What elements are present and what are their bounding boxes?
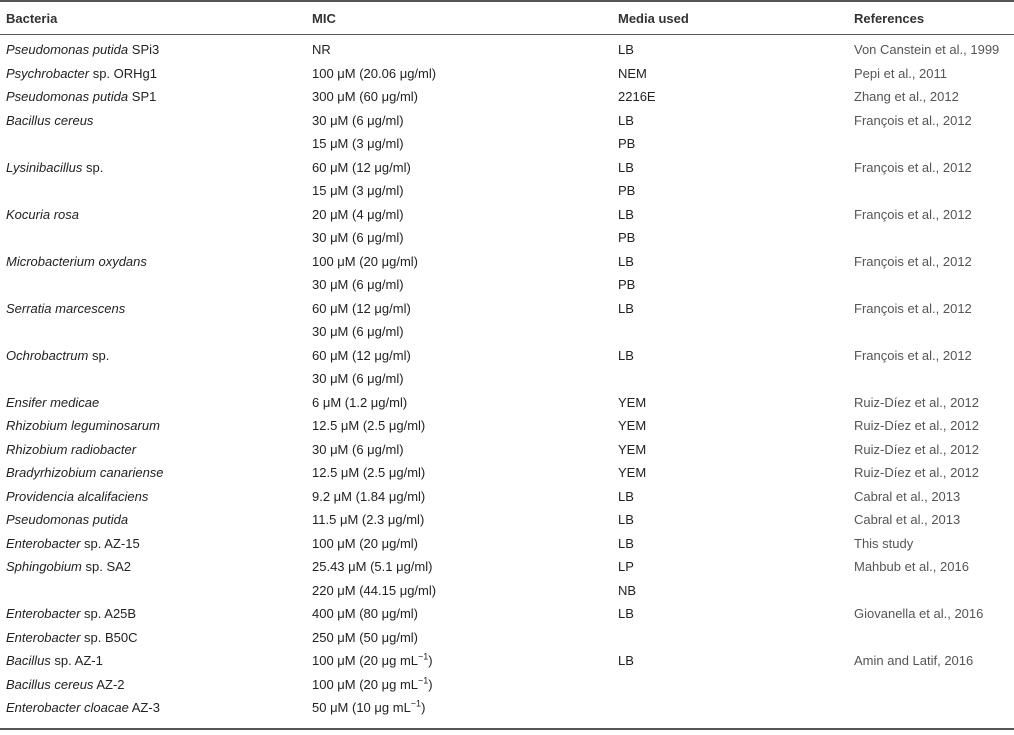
table-row bbox=[0, 179, 1014, 203]
table-row bbox=[0, 109, 1014, 133]
table-bottom-rule bbox=[0, 728, 1014, 730]
bacteria-italic-name: Bacillus bbox=[6, 653, 51, 669]
cell-bacteria bbox=[0, 42, 312, 57]
cell-bacteria bbox=[0, 348, 312, 363]
mic-exponent: −1 bbox=[418, 675, 429, 686]
mic-value: 30 μM (6 μg/ml) bbox=[312, 371, 404, 387]
cell-mic bbox=[312, 183, 618, 198]
bacteria-italic-name: Providencia alcalifaciens bbox=[6, 488, 149, 504]
table-header-row bbox=[0, 2, 1014, 34]
table-row bbox=[0, 555, 1014, 579]
cell-bacteria bbox=[0, 677, 312, 692]
cell-media-used: LB bbox=[618, 347, 634, 363]
cell-reference: Zhang et al., 2012 bbox=[854, 89, 959, 105]
table-row bbox=[0, 38, 1014, 62]
mic-exponent: −1 bbox=[410, 698, 422, 709]
cell-mic bbox=[312, 442, 618, 457]
cell-media-used: PB bbox=[618, 277, 636, 293]
mic-value: 25.43 μM (5.1 μg/ml) bbox=[312, 559, 433, 575]
mic-value: 250 μM (50 μg/ml) bbox=[312, 629, 419, 645]
table-row bbox=[0, 602, 1014, 626]
mic-value: 6 μM (1.2 μg/ml) bbox=[312, 394, 408, 410]
table-row bbox=[0, 297, 1014, 321]
cell-bacteria bbox=[0, 630, 312, 645]
bacteria-italic-name: Ensifer medicae bbox=[6, 394, 100, 410]
mic-value: 300 μM (60 μg/ml) bbox=[312, 89, 419, 105]
mic-value: 15 μM (3 μg/ml) bbox=[312, 183, 404, 199]
cell-media-used: 2216E bbox=[618, 89, 656, 105]
cell-bacteria bbox=[0, 536, 312, 551]
cell-mic bbox=[312, 489, 618, 504]
cell-bacteria bbox=[0, 301, 312, 316]
bacteria-italic-name: Serratia marcescens bbox=[6, 300, 126, 316]
cell-mic bbox=[312, 277, 618, 292]
cell-bacteria bbox=[0, 160, 312, 175]
cell-mic bbox=[312, 89, 618, 104]
table-row bbox=[0, 132, 1014, 156]
table-row bbox=[0, 85, 1014, 109]
bacteria-italic-name: Sphingobium bbox=[6, 559, 82, 575]
cell-mic bbox=[312, 465, 618, 480]
table-row bbox=[0, 579, 1014, 603]
mic-value: 60 μM (12 μg/ml) bbox=[312, 300, 411, 316]
header-media-used: Media used bbox=[618, 10, 689, 26]
cell-media-used: LB bbox=[618, 42, 634, 58]
cell-reference: Ruiz-Díez et al., 2012 bbox=[854, 418, 980, 434]
cell-reference: François et al., 2012 bbox=[854, 112, 972, 128]
bacteria-strain: sp. SA2 bbox=[81, 559, 132, 575]
cell-mic bbox=[312, 606, 618, 621]
table-row bbox=[0, 367, 1014, 391]
mic-close-paren: ) bbox=[428, 653, 433, 669]
table-row bbox=[0, 508, 1014, 532]
bacteria-strain: SP1 bbox=[128, 89, 157, 105]
cell-bacteria bbox=[0, 465, 312, 480]
bacteria-strain: sp. bbox=[82, 159, 104, 175]
table-row bbox=[0, 391, 1014, 415]
cell-mic bbox=[312, 630, 618, 645]
cell-bacteria bbox=[0, 442, 312, 457]
cell-mic bbox=[312, 66, 618, 81]
cell-media-used: YEM bbox=[618, 441, 647, 457]
cell-mic bbox=[312, 113, 618, 128]
mic-value: 9.2 μM (1.84 μg/ml) bbox=[312, 488, 426, 504]
cell-media-used: PB bbox=[618, 230, 636, 246]
table-row bbox=[0, 320, 1014, 344]
cell-reference: Cabral et al., 2013 bbox=[854, 488, 961, 504]
cell-reference: Von Canstein et al., 1999 bbox=[854, 42, 1000, 58]
bacteria-italic-name: Psychrobacter bbox=[6, 65, 90, 81]
cell-mic bbox=[312, 254, 618, 269]
cell-media-used: LB bbox=[618, 300, 634, 316]
bacteria-italic-name: Rhizobium leguminosarum bbox=[6, 418, 160, 434]
bacteria-italic-name: Pseudomonas putida bbox=[6, 512, 129, 528]
mic-value: 100 μM (20 μg/ml) bbox=[312, 253, 419, 269]
bacteria-italic-name: Bradyrhizobium canariense bbox=[6, 465, 164, 481]
cell-media-used: LB bbox=[618, 253, 634, 269]
cell-mic bbox=[312, 583, 618, 598]
cell-reference: Ruiz-Díez et al., 2012 bbox=[854, 441, 980, 457]
bacteria-strain: sp. AZ-1 bbox=[50, 653, 103, 669]
bacteria-italic-name: Enterobacter cloacae bbox=[6, 700, 129, 716]
mic-value: 60 μM (12 μg/ml) bbox=[312, 159, 411, 175]
bacteria-italic-name: Bacillus cereus bbox=[6, 676, 94, 692]
table-row bbox=[0, 62, 1014, 86]
cell-bacteria bbox=[0, 559, 312, 574]
cell-reference: Mahbub et al., 2016 bbox=[854, 559, 969, 575]
cell-mic bbox=[312, 160, 618, 175]
mic-value: 60 μM (12 μg/ml) bbox=[312, 347, 411, 363]
table-row bbox=[0, 461, 1014, 485]
table-row bbox=[0, 532, 1014, 556]
cell-media-used: PB bbox=[618, 136, 636, 152]
cell-bacteria bbox=[0, 653, 312, 668]
bacteria-italic-name: Enterobacter bbox=[6, 535, 81, 551]
cell-mic bbox=[312, 301, 618, 316]
cell-mic bbox=[312, 677, 618, 692]
bacteria-strain: sp. AZ-15 bbox=[80, 535, 140, 551]
header-bacteria: Bacteria bbox=[6, 10, 58, 26]
mic-value: 100 μM (20.06 μg/ml) bbox=[312, 65, 437, 81]
cell-mic bbox=[312, 230, 618, 245]
cell-reference: This study bbox=[854, 535, 914, 551]
table-row bbox=[0, 250, 1014, 274]
cell-bacteria bbox=[0, 700, 312, 715]
table-row bbox=[0, 626, 1014, 650]
bacteria-strain: SPi3 bbox=[128, 42, 160, 58]
bacteria-italic-name: Bacillus cereus bbox=[6, 112, 94, 128]
cell-mic bbox=[312, 512, 618, 527]
cell-media-used: LB bbox=[618, 653, 634, 669]
bacteria-strain: sp. B50C bbox=[80, 629, 138, 645]
table-row bbox=[0, 273, 1014, 297]
mic-close-paren: ) bbox=[428, 676, 433, 692]
cell-reference: Ruiz-Díez et al., 2012 bbox=[854, 394, 980, 410]
bacteria-italic-name: Pseudomonas putida bbox=[6, 42, 129, 58]
cell-reference: Cabral et al., 2013 bbox=[854, 512, 961, 528]
bacteria-italic-name: Rhizobium radiobacter bbox=[6, 441, 137, 457]
bacteria-strain: sp. A25B bbox=[80, 606, 137, 622]
cell-media-used: YEM bbox=[618, 465, 647, 481]
cell-reference: Ruiz-Díez et al., 2012 bbox=[854, 465, 980, 481]
mic-value: 11.5 μM (2.3 μg/ml) bbox=[312, 512, 425, 528]
cell-bacteria bbox=[0, 395, 312, 410]
table-row bbox=[0, 414, 1014, 438]
table-row bbox=[0, 344, 1014, 368]
mic-value: 30 μM (6 μg/ml) bbox=[312, 230, 404, 246]
cell-media-used: LB bbox=[618, 112, 634, 128]
cell-media-used: LB bbox=[618, 159, 634, 175]
cell-reference: Amin and Latif, 2016 bbox=[854, 653, 974, 669]
cell-media-used: NB bbox=[618, 582, 637, 598]
cell-reference: François et al., 2012 bbox=[854, 347, 972, 363]
mic-value: 12.5 μM (2.5 μg/ml) bbox=[312, 418, 426, 434]
cell-mic bbox=[312, 42, 618, 57]
mic-value: 100 μM (20 μg mL bbox=[312, 676, 419, 692]
mic-value: 15 μM (3 μg/ml) bbox=[312, 136, 404, 152]
mic-value: NR bbox=[312, 42, 331, 58]
mic-exponent: −1 bbox=[418, 651, 429, 662]
cell-reference: François et al., 2012 bbox=[854, 300, 972, 316]
bacteria-strain: AZ-2 bbox=[93, 676, 125, 692]
bacteria-italic-name: Ochrobactrum bbox=[6, 347, 89, 363]
table-row bbox=[0, 485, 1014, 509]
cell-mic bbox=[312, 348, 618, 363]
cell-media-used: LB bbox=[618, 488, 634, 504]
cell-mic bbox=[312, 371, 618, 386]
mic-close-paren: ) bbox=[421, 700, 426, 716]
bacteria-italic-name: Kocuria rosa bbox=[6, 206, 79, 222]
cell-media-used: LB bbox=[618, 206, 634, 222]
table-row bbox=[0, 156, 1014, 180]
bacteria-italic-name: Enterobacter bbox=[6, 606, 81, 622]
header-references: References bbox=[854, 10, 925, 26]
mic-value: 30 μM (6 μg/ml) bbox=[312, 441, 404, 457]
cell-bacteria bbox=[0, 489, 312, 504]
cell-media-used: PB bbox=[618, 183, 636, 199]
mic-value: 30 μM (6 μg/ml) bbox=[312, 277, 404, 293]
cell-bacteria bbox=[0, 512, 312, 527]
cell-reference: François et al., 2012 bbox=[854, 253, 972, 269]
table-row bbox=[0, 649, 1014, 673]
cell-media-used: LB bbox=[618, 606, 634, 622]
cell-bacteria bbox=[0, 254, 312, 269]
mic-value: 30 μM (6 μg/ml) bbox=[312, 324, 404, 340]
cell-media-used: YEM bbox=[618, 418, 647, 434]
table-row bbox=[0, 438, 1014, 462]
cell-media-used: LP bbox=[618, 559, 634, 575]
bacteria-italic-name: Enterobacter bbox=[6, 629, 81, 645]
cell-mic bbox=[312, 324, 618, 339]
cell-bacteria bbox=[0, 89, 312, 104]
cell-mic bbox=[312, 395, 618, 410]
cell-reference: Giovanella et al., 2016 bbox=[854, 606, 984, 622]
table-row bbox=[0, 226, 1014, 250]
cell-mic bbox=[312, 700, 618, 715]
bacteria-italic-name: Microbacterium oxydans bbox=[6, 253, 147, 269]
mic-value: 50 μM (10 μg mL bbox=[312, 700, 411, 716]
table-body bbox=[0, 35, 1014, 720]
mic-value: 30 μM (6 μg/ml) bbox=[312, 112, 404, 128]
cell-media-used: LB bbox=[618, 535, 634, 551]
mic-value: 100 μM (20 μg mL bbox=[312, 653, 419, 669]
cell-media-used: NEM bbox=[618, 65, 647, 81]
mic-value: 400 μM (80 μg/ml) bbox=[312, 606, 419, 622]
cell-media-used: LB bbox=[618, 512, 634, 528]
cell-reference: François et al., 2012 bbox=[854, 206, 972, 222]
table-row bbox=[0, 203, 1014, 227]
cell-bacteria bbox=[0, 113, 312, 128]
cell-bacteria bbox=[0, 66, 312, 81]
cell-bacteria bbox=[0, 418, 312, 433]
bacteria-strain: sp. ORHg1 bbox=[89, 65, 158, 81]
table-row bbox=[0, 673, 1014, 697]
cell-mic bbox=[312, 653, 618, 668]
header-mic: MIC bbox=[312, 10, 336, 26]
bacteria-italic-name: Lysinibacillus bbox=[6, 159, 83, 175]
bacteria-strain: AZ-3 bbox=[128, 700, 160, 716]
mic-value: 20 μM (4 μg/ml) bbox=[312, 206, 404, 222]
cell-reference: François et al., 2012 bbox=[854, 159, 972, 175]
cell-mic bbox=[312, 536, 618, 551]
cell-reference: Pepi et al., 2011 bbox=[854, 65, 947, 81]
cell-bacteria bbox=[0, 207, 312, 222]
cell-mic bbox=[312, 559, 618, 574]
bacteria-italic-name: Pseudomonas putida bbox=[6, 89, 129, 105]
table-row bbox=[0, 696, 1014, 720]
cell-mic bbox=[312, 207, 618, 222]
cell-mic bbox=[312, 136, 618, 151]
mic-value: 12.5 μM (2.5 μg/ml) bbox=[312, 465, 426, 481]
cell-mic bbox=[312, 418, 618, 433]
cell-bacteria bbox=[0, 606, 312, 621]
mic-value: 220 μM (44.15 μg/ml) bbox=[312, 582, 437, 598]
mic-value: 100 μM (20 μg/ml) bbox=[312, 535, 419, 551]
bacteria-strain: sp. bbox=[88, 347, 110, 363]
cell-media-used: YEM bbox=[618, 394, 647, 410]
